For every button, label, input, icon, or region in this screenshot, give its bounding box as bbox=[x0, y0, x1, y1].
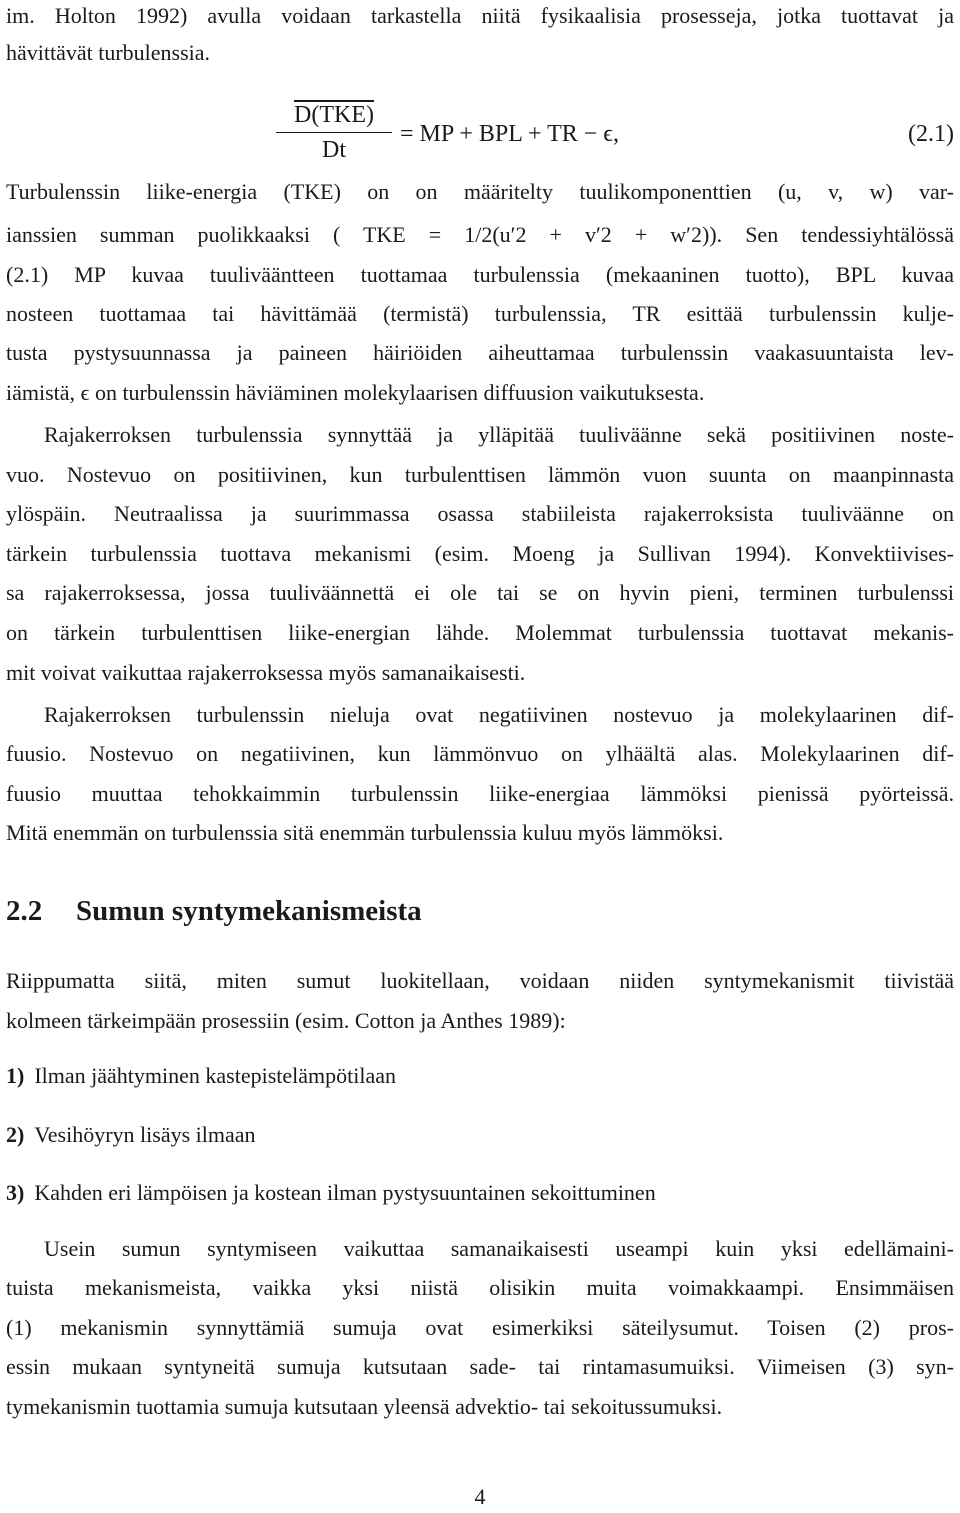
section-number: 2.2 bbox=[6, 895, 43, 927]
text-line: nosteen tuottamaa tai hävittämää (termistä) turbulenssia, TR esittää turbulenssin kulje- bbox=[6, 301, 954, 326]
section-title: Sumun syntymekanismeista bbox=[76, 895, 422, 927]
text-line: im. Holton 1992) avulla voidaan tarkastella niitä fysikaalisia prosesseja, jotka tuottavat ja bbox=[6, 3, 954, 28]
text-line: (1) mekanismin synnyttämiä sumuja ovat esimerkiksi säteilysumut. Toisen (2) pros- bbox=[6, 1315, 954, 1340]
text-line: vuo. Nostevuo on positiivinen, kun turbulenttisen lämmön vuon suunta on maanpinnasta bbox=[6, 462, 954, 487]
text-line: Turbulenssin liike-energia (TKE) on on määritelty tuulikomponenttien (u, v, w) var- bbox=[6, 179, 954, 204]
text-line: Mitä enemmän on turbulenssia sitä enemmän turbulenssia kuluu myös lämmöksi. bbox=[6, 820, 724, 845]
text-line: essin mukaan syntyneitä sumuja kutsutaan sade- tai rintamasumuiksi. Viimeisen (3) syn- bbox=[6, 1354, 954, 1379]
text-line: ianssien summan puolikkaaksi ( TKE = 1/2(u′2 + v′2 + w′2)). Sen tendessiyhtälössä bbox=[6, 222, 954, 247]
text-line: fuusio muuttaa tehokkaimmin turbulenssin liike-energiaa lämmöksi pienissä pyörteissä. bbox=[6, 781, 954, 806]
equation-fraction bbox=[276, 98, 392, 167]
text-line: Usein sumun syntymiseen vaikuttaa samanaikaisesti useampi kuin yksi edellämaini- bbox=[44, 1236, 954, 1261]
text-line: ylöspäin. Neutraalissa ja suurimmassa osassa stabiileista rajakerroksista tuuliväänne on bbox=[6, 501, 954, 526]
page-number: 4 bbox=[474, 1484, 486, 1509]
list-item bbox=[6, 1178, 656, 1208]
text-line: Riippumatta siitä, miten sumut luokitellaan, voidaan niiden syntymekanismit tiivistää bbox=[6, 968, 954, 993]
list-marker: 2) bbox=[6, 1122, 25, 1147]
list-item-text: Vesihöyryn lisäys ilmaan bbox=[34, 1122, 256, 1147]
equation-number: (2.1) bbox=[908, 121, 954, 147]
text-line: tuista mekanismeista, vaikka yksi niistä olisikin muita voimakkaampi. Ensimmäisen bbox=[6, 1275, 954, 1300]
list-marker: 3) bbox=[6, 1180, 25, 1205]
text-line: sa rajakerroksessa, jossa tuuliväännettä ei ole tai se on hyvin pieni, terminen turbulenssi bbox=[6, 580, 954, 605]
text-line: (2.1) MP kuvaa tuulivääntteen tuottamaa turbulenssia (mekaaninen tuotto), BPL kuvaa bbox=[6, 262, 954, 287]
section-heading bbox=[6, 893, 422, 929]
text-line: hävittävät turbulenssia. bbox=[6, 40, 211, 65]
text-line: tusta pystysuunnassa ja paineen häiriöiden aiheuttamaa turbulenssin vaakasuuntaista lev- bbox=[6, 340, 954, 365]
text-line: iämistä, ϵ on turbulenssin häviäminen molekylaarisen diffuusion vaikutuksesta. bbox=[6, 380, 705, 405]
list-item bbox=[6, 1061, 396, 1091]
text-line: Rajakerroksen turbulenssia synnyttää ja ylläpitää tuuliväänne sekä positiivinen noste- bbox=[44, 422, 954, 447]
list-item-text: Ilman jäähtyminen kastepistelämpötilaan bbox=[34, 1063, 396, 1088]
list-item bbox=[6, 1120, 256, 1150]
list-item-text: Kahden eri lämpöisen ja kostean ilman pystysuuntainen sekoittuminen bbox=[34, 1180, 656, 1205]
equation-rhs: = MP + BPL + TR − ϵ, bbox=[400, 121, 620, 147]
list-marker: 1) bbox=[6, 1063, 25, 1088]
text-line: mit voivat vaikuttaa rajakerroksessa myös samanaikaisesti. bbox=[6, 660, 526, 685]
text-line: kolmeen tärkeimpään prosessiin (esim. Cotton ja Anthes 1989): bbox=[6, 1008, 566, 1033]
text-line: on tärkein turbulenttisen liike-energian lähde. Molemmat turbulenssia tuottavat mekanis- bbox=[6, 620, 954, 645]
text-line: tymekanismin tuottamia sumuja kutsutaan yleensä advektio- tai sekoitussumuksi. bbox=[6, 1394, 723, 1419]
equation-denominator: Dt bbox=[322, 137, 346, 163]
equation-numerator: D(TKE) bbox=[276, 98, 392, 133]
text-line: Rajakerroksen turbulenssin nieluja ovat negatiivinen nostevuo ja molekylaarinen dif- bbox=[44, 702, 954, 727]
text-line: tärkein turbulenssia tuottava mekanismi (esim. Moeng ja Sullivan 1994). Konvektiivises- bbox=[6, 541, 954, 566]
text-line: fuusio. Nostevuo on negatiivinen, kun lämmönvuo on ylhäältä alas. Molekylaarinen dif- bbox=[6, 741, 954, 766]
